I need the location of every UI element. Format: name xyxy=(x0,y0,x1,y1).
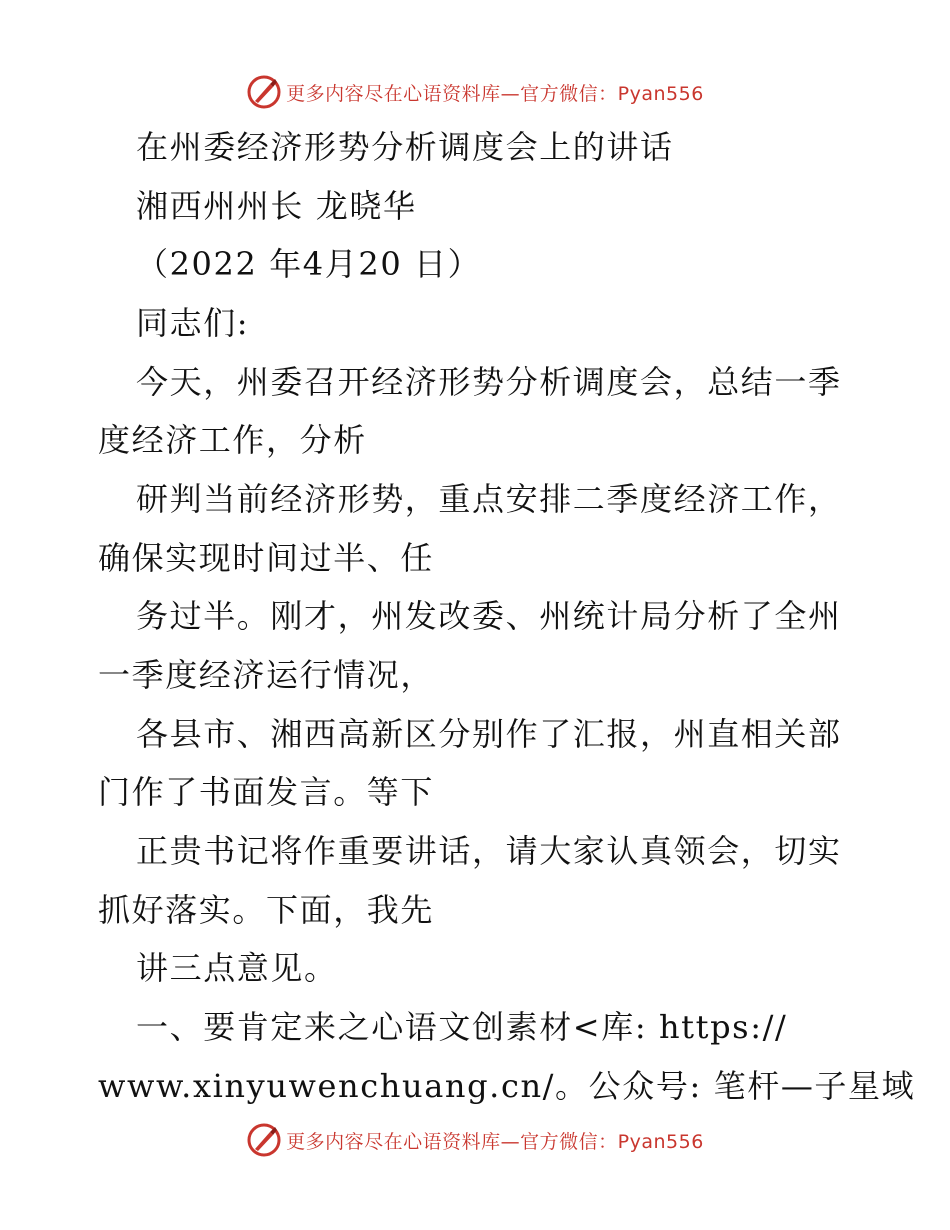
text-line: 度经济工作，分析 xyxy=(98,421,367,459)
watermark-text: 更多内容尽在心语资料库—官方微信：Pyan556 xyxy=(286,1130,704,1153)
document-date: （2022 年4月20 日） xyxy=(136,245,482,283)
text-line: 门作了书面发言。等下 xyxy=(98,773,435,811)
text-line: www.xinyuwenchuang.cn/。公众号: 笔杆—子星域 xyxy=(98,1067,916,1105)
header-watermark-banner xyxy=(0,72,950,112)
text-line: 抓好落实。下面，我先 xyxy=(98,891,435,929)
footer-watermark-banner xyxy=(0,1120,950,1160)
document-title: 在州委经济形势分析调度会上的讲话 xyxy=(136,128,674,166)
text-line: 今天，州委召开经济形势分析调度会，总结一季 xyxy=(136,363,842,401)
text-line: 研判当前经济形势，重点安排二季度经济工作， xyxy=(136,480,842,518)
text-line: 一季度经济运行情况， xyxy=(98,656,435,694)
text-line: 一、要肯定来之心语文创素材<库: https:// xyxy=(136,1008,788,1046)
text-line: 讲三点意见。 xyxy=(136,949,338,987)
quill-pen-logo-icon xyxy=(246,74,282,110)
text-line: 各县市、湘西高新区分别作了汇报，州直相关部 xyxy=(136,715,842,753)
document-author: 湘西州州长 龙晓华 xyxy=(136,187,417,225)
watermark-text: 更多内容尽在心语资料库—官方微信：Pyan556 xyxy=(286,82,704,105)
text-line: 务过半。刚才，州发改委、州统计局分析了全州 xyxy=(136,597,842,635)
text-line: 正贵书记将作重要讲话，请大家认真领会，切实 xyxy=(136,832,842,870)
text-line: 同志们: xyxy=(136,304,250,342)
text-line: 确保实现时间过半、任 xyxy=(98,539,435,577)
quill-pen-logo-icon xyxy=(246,1122,282,1158)
